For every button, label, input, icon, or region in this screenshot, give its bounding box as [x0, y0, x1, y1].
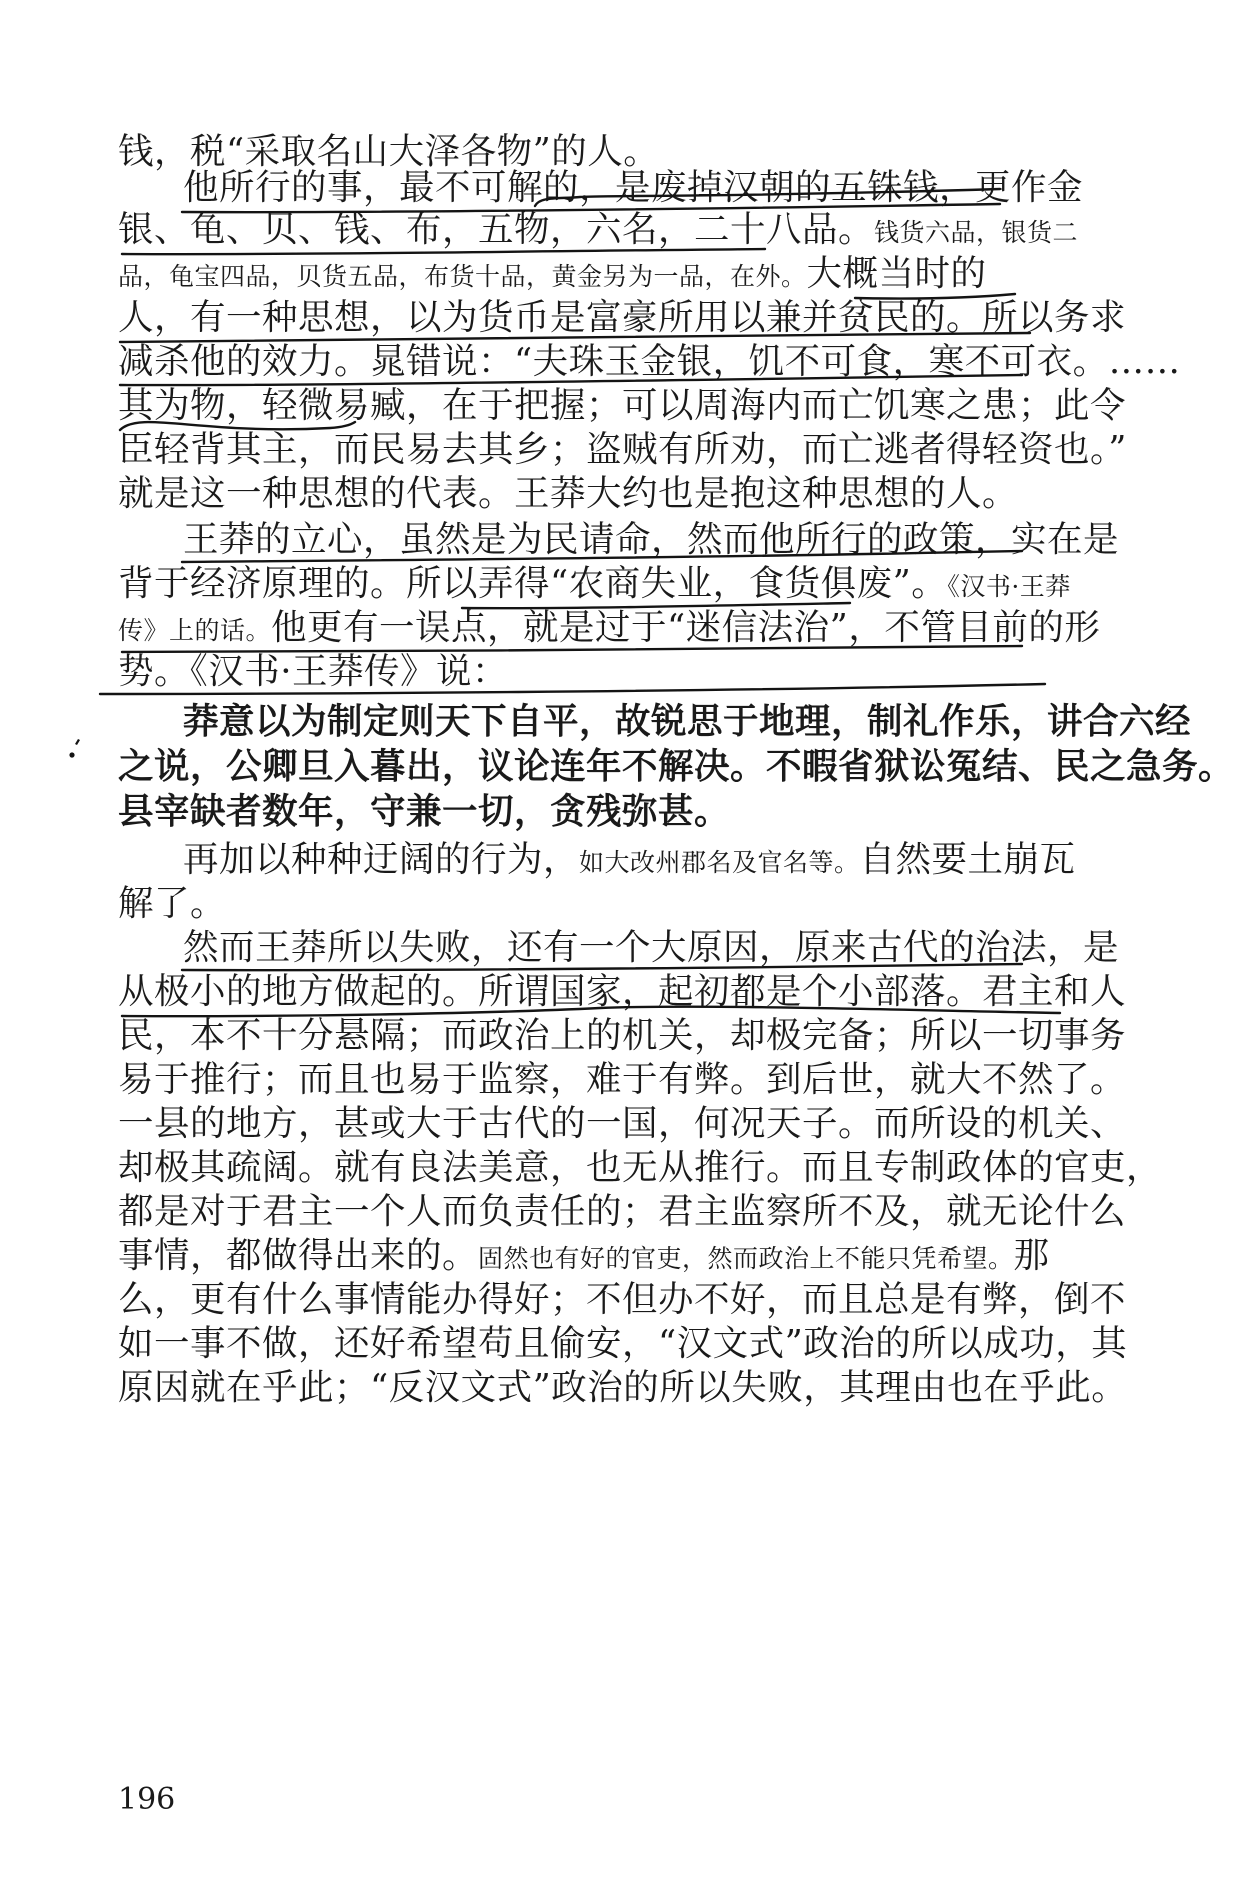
text-line	[118, 1190, 1126, 1234]
annotation-span: 固然也有好的官吏，然而政治上不能只凭希望。	[478, 1244, 1014, 1273]
paragraph-start-line	[183, 926, 1119, 970]
text-span: 如一事不做，还好希望苟且偷安，“汉文式”政治的所以成功，其	[118, 1323, 1128, 1364]
text-span: 减杀他的效力。晁错说：“夫珠玉金银，饥不可食，寒不可衣。……	[118, 341, 1181, 382]
text-line	[118, 1102, 1126, 1146]
text-line	[118, 428, 1127, 472]
text-line	[118, 340, 1181, 384]
text-line	[118, 1278, 1126, 1322]
text-line	[118, 296, 1126, 340]
text-span: 都是对于君主一个人而负责任的；君主监察所不及，就无论什么	[118, 1191, 1127, 1232]
text-span: 他更有一误点，就是过于“迷信法治”，不管目前的形	[271, 607, 1101, 648]
text-span: 再加以种种迂阔的行为，	[183, 839, 580, 880]
text-line	[118, 1146, 1162, 1190]
text-span: 事情，都做得出来的。	[118, 1235, 479, 1276]
text-span: 解了。	[118, 883, 227, 924]
quote-span: 县宰缺者数年，守兼一切，贪残弥甚。	[118, 791, 731, 832]
text-span: 却极其疏阔。就有良法美意，也无从推行。而且专制政体的官吏，	[118, 1147, 1163, 1188]
text-span: 其为物，轻微易臧，在于把握；可以周海内而亡饥寒之患；此令	[118, 385, 1127, 426]
text-span: 势。《汉书·王莽传》说：	[118, 651, 509, 692]
text-span: 一县的地方，甚或大于古代的一国，何况天子。而所设的机关、	[118, 1103, 1127, 1144]
block-quote-line	[118, 745, 1234, 789]
text-span: 背于经济原理的。所以弄得“农商失业，食货俱废”。	[118, 563, 948, 604]
text-span: 他所行的事，最不可解的，是废掉汉朝的五铢钱，更作金	[183, 167, 1084, 208]
paragraph-start-line	[183, 518, 1119, 562]
text-line	[118, 384, 1126, 428]
text-span: 原因就在乎此；“反汉文式”政治的所以失败，其理由也在乎此。	[118, 1367, 1128, 1408]
text-line	[118, 472, 1018, 516]
text-line	[118, 562, 1071, 609]
text-span: 那	[1013, 1235, 1050, 1276]
text-line	[118, 970, 1126, 1014]
text-line	[118, 606, 1100, 653]
block-quote-line	[118, 790, 730, 834]
text-span: 自然要土崩瓦	[859, 839, 1076, 880]
quote-span: 之说，公卿旦入暮出，议论连年不解决。不暇省狱讼冤结、民之急务。	[118, 746, 1234, 787]
text-span: 然而王莽所以失败，还有一个大原因，原来古代的治法，是	[183, 927, 1120, 968]
text-line	[118, 208, 1078, 255]
text-span: 就是这一种思想的代表。王莽大约也是抱这种思想的人。	[118, 473, 1019, 514]
page-number: 196	[118, 1782, 176, 1817]
text-span: 从极小的地方做起的。所谓国家，起初都是个小部落。君主和人	[118, 971, 1127, 1012]
text-span: 银、龟、贝、钱、布，五物，六名，二十八品。	[118, 209, 875, 250]
text-line	[118, 252, 987, 299]
text-span: 大概当时的	[806, 253, 987, 294]
text-line	[118, 1322, 1127, 1366]
text-span: 民，本不十分悬隔；而政治上的机关，却极完备；所以一切事务	[118, 1015, 1127, 1056]
text-span: 王莽的立心，虽然是为民请命，然而他所行的政策，实在是	[183, 519, 1120, 560]
text-span: 钱，税“采取名山大泽各物”的人。	[118, 131, 660, 172]
text-line	[118, 650, 508, 694]
text-line	[118, 1014, 1126, 1058]
text-line	[118, 1058, 1126, 1102]
text-span: 么，更有什么事情能办得好；不但办不好，而且总是有弊，倒不	[118, 1279, 1127, 1320]
text-span: 人，有一种思想，以为货币是富豪所用以兼并贫民的。所以务求	[118, 297, 1127, 338]
text-span: 臣轻背其主，而民易去其乡；盗贼有所劝，而亡逃者得轻资也。”	[118, 429, 1127, 470]
quote-span: 莽意以为制定则天下自平，故锐思于地理，制礼作乐，讲合六经	[183, 701, 1192, 742]
annotation-span: 《汉书·王莽	[947, 572, 1071, 601]
annotation-span: 品，龟宝四品，贝货五品，布货十品，黄金另为一品，在外。	[118, 262, 807, 291]
annotation-span: 钱货六品，银货二	[874, 218, 1079, 247]
annotation-span: 传》上的话。	[118, 616, 272, 645]
text-line	[118, 1234, 1050, 1281]
text-line	[118, 1366, 1127, 1410]
text-span: 易于推行；而且也易于监察，难于有弊。到后世，就大不然了。	[118, 1059, 1127, 1100]
paragraph-start-line	[183, 166, 1083, 210]
ink-tick	[75, 739, 80, 745]
annotation-span: 如大改州郡名及官名等。	[579, 848, 860, 877]
paragraph-start-line	[183, 838, 1076, 885]
ink-dot	[69, 752, 74, 757]
text-line	[118, 882, 226, 926]
block-quote-line	[183, 700, 1191, 744]
